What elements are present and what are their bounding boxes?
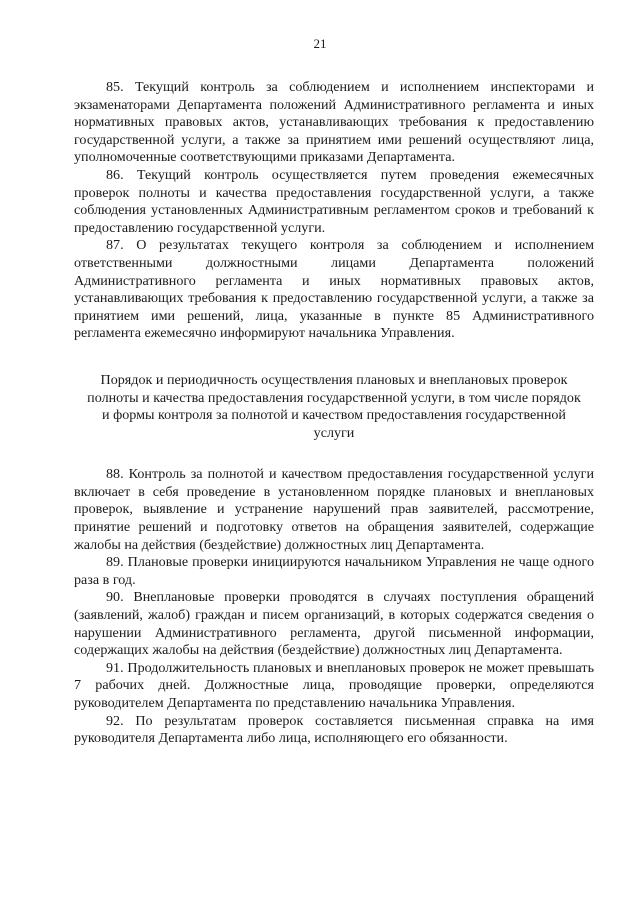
page-number: 21 <box>313 36 327 51</box>
paragraph-89: 89. Плановые проверки инициируются начальником Управления не чаще одного раза в год. <box>74 554 594 588</box>
document-body <box>74 79 594 748</box>
paragraph-90: 90. Внеплановые проверки проводятся в случаях поступления обращений (заявлений, жалоб) граждан и писем организаций, в которых содержатся сведения о нарушении Административного регламента, другой письменной информации, содержащих жалобы на действия (бездействие) должностных лиц Департамента. <box>74 589 594 659</box>
paragraph-91: 91. Продолжительность плановых и внеплановых проверок не может превышать 7 рабочих дней. Должностные лица, проводящие проверки, определяются руководителем Департамента по представлению начальника Управления. <box>74 659 594 711</box>
paragraph-86: 86. Текущий контроль осуществляется путем проведения ежемесячных проверок полноты и качества предоставления государственной услуги, а также соблюдения установленных Административным регламентом сроков и требований к предоставлению государственной услуги. <box>74 166 594 236</box>
paragraph-88: 88. Контроль за полнотой и качеством предоставления государственной услуги включает в себя проведение в установленном порядке плановых и внеплановых проверок, выявление и устранение нарушений прав заявителей, рассмотрение, принятие решений и подготовку ответов на обращения заявителей, содержащие жалобы на действия (бездействие) должностных лиц Департамента. <box>74 466 594 553</box>
paragraph-92: 92. По результатам проверок составляется письменная справка на имя руководителя Департамента либо лица, исполняющего его обязанности. <box>74 712 594 747</box>
paragraph-85: 85. Текущий контроль за соблюдением и исполнением инспекторами и экзаменаторами Департамента положений Административного регламента и иных нормативных правовых актов, устанавливающих требования к предоставлению государственной услуги, а также за принятием ими решений осуществляют лица, уполномоченные соответствующими приказами Департамента. <box>74 79 594 166</box>
paragraph-87: 87. О результатах текущего контроля за соблюдением и исполнением ответственными должностными лицами Департамента положений Административного регламента и иных нормативных правовых актов, устанавливающих требования к предоставлению государственной услуги, а также за принятием ими решений, лица, указанные в пункте 85 Административного регламента ежемесячно информируют начальника Управления. <box>74 237 594 342</box>
section-heading: Порядок и периодичность осуществления плановых и внеплановых проверок полноты и качества предоставления государственной услуги, в том числе порядок и формы контроля за полнотой и качеством предоставления государственной услуги <box>87 371 581 441</box>
